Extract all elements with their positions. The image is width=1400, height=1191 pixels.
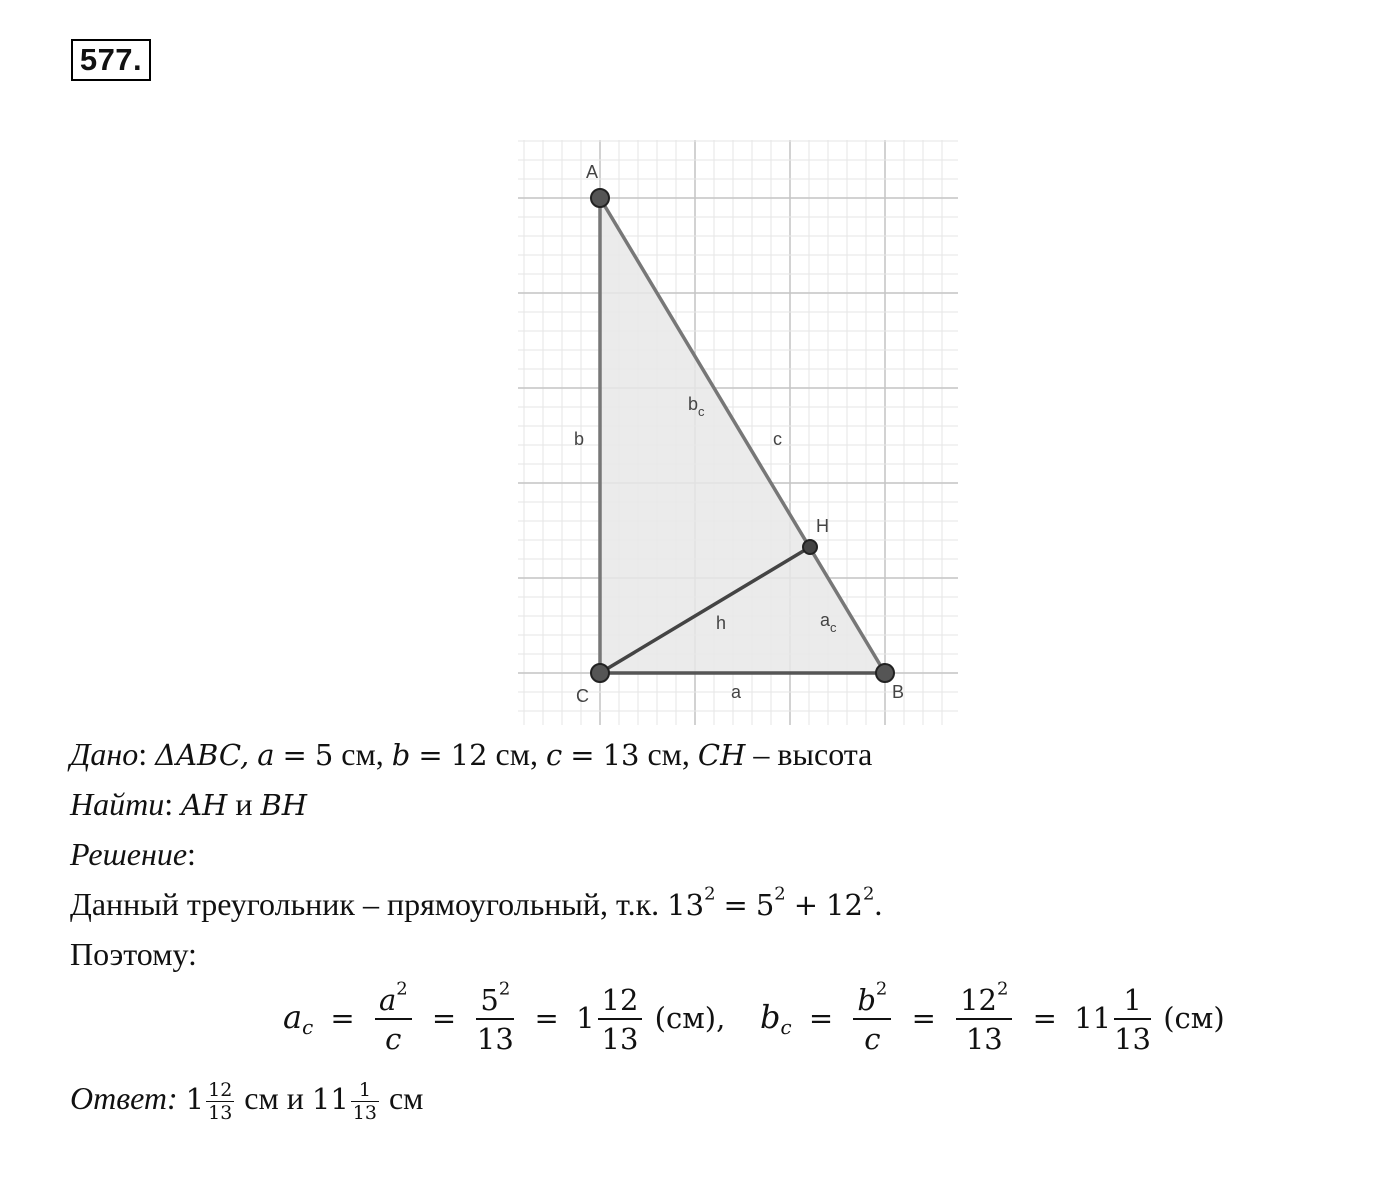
label-bc: $b_c$ <box>688 394 705 419</box>
answer-line: Ответ: 1 $\frac{12}{13}$ см и 11 $\frac{1}{13}$ см <box>70 1079 424 1125</box>
label-ac: $a_c$ <box>820 610 837 635</box>
label-c-point: C <box>576 686 589 706</box>
solution-label-line: Решение: <box>70 836 196 872</box>
label-side-c: c <box>773 429 782 449</box>
label-a-point: A <box>586 162 599 182</box>
label-b-point: B <box>892 682 905 702</box>
point-c <box>591 664 609 682</box>
formula-bc: $b_c$ = $\frac{b^2}{c}$ = $\frac{12^2}{13}$ = 11 $\frac{1}{13}$ (см) <box>760 978 1225 1056</box>
point-h <box>803 540 817 554</box>
label-side-h: h <box>716 613 727 633</box>
problem-number: 577. <box>71 39 151 81</box>
therefore-line: Поэтому: <box>70 936 197 972</box>
point-a <box>591 189 609 207</box>
formula-ac: $a_c$ = $\frac{a^2}{c}$ = $\frac{5^2}{13}$ = 1 $\frac{12}{13}$ (см), <box>283 978 726 1056</box>
given-line: Дано: ΔABC, a = 5 см, b = 12 см, c = 13 см, CH – высота <box>70 736 873 772</box>
label-side-a: a <box>731 682 742 702</box>
label-side-b: b <box>574 429 585 449</box>
label-h-point: H <box>816 516 829 536</box>
statement-line: Данный треугольник – прямоугольный, т.к. $13^2 = 5^2 + 12^2$. <box>70 883 883 922</box>
point-b <box>876 664 894 682</box>
find-line: Найти: AH и BH <box>70 786 308 822</box>
triangle-figure <box>518 140 958 725</box>
